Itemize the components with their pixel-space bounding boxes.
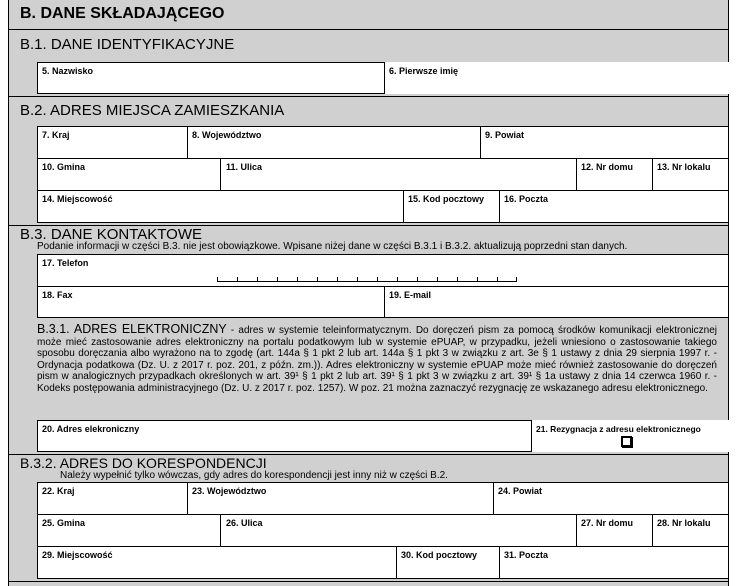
- f7-label: 7. Kraj: [42, 130, 70, 140]
- b32-col-line: [576, 514, 577, 546]
- f15-label: 15. Kod pocztowy: [408, 194, 485, 204]
- f16-label: 16. Poczta: [504, 194, 549, 204]
- f30-label: 30. Kod pocztowy: [401, 550, 478, 560]
- comb-tick: [497, 277, 498, 281]
- surname-input[interactable]: [38, 63, 384, 93]
- f29-label: 29. Miejscowość: [42, 550, 113, 560]
- comb-tick: [516, 277, 517, 281]
- comb-tick: [397, 277, 398, 281]
- b3-row-line: [37, 286, 729, 287]
- comb-tick: [257, 277, 258, 281]
- f12-label: 12. Nr domu: [581, 162, 634, 172]
- b2-row-line: [37, 190, 729, 191]
- section-b1-title: B.1. DANE IDENTYFIKACYJNE: [20, 36, 235, 53]
- b32-col-line: [187, 482, 188, 514]
- f19-label: 19. E-mail: [389, 290, 432, 300]
- f6-label: 6. Pierwsze imię: [389, 66, 459, 76]
- divider: [8, 29, 729, 30]
- b2-col-line: [187, 126, 188, 158]
- b2-col-line: [652, 158, 653, 190]
- b32-grid: [37, 482, 729, 579]
- b31-text: - adres w systemie teleinformatycznym. Do doręczeń pism za pomocą środków komunikacji elektronicznej może mieć zastosowanie adres elektroniczny na portalu podatkowym lub w systemie ePUAP, w przypadku, jeżeli wniesiono o zastosowanie takiego sposobu doręczania albo wyrażono na to zgodę (art. 144a § 1 pkt 2 lub art. 144a § 1 pkt 3 w związku z art. 3e § 1 ustawy z dnia 29 sierpnia 1997 r. - Ordynacja podatkowa (Dz. U. z 2017 r. poz. 201, z późn. zm.)). Adres elektroniczny w systemie ePUAP może mieć również zastosowanie do doręczeń pism w analogicznych przypadkach określonych w art. 39¹ § 1 pkt 2 lub art. 39¹ § 1 pkt 3 w związku z art. 39¹ § 1a ustawy z dnia 14 czerwca 1960 r. - Kodeks postępowania administracyjnego (Dz. U. z 2017 r. poz. 1257). W poz. 21 można zaznaczyć rezygnację ze wskazanego adresu elektronicznego.: [37, 325, 717, 394]
- comb-tick: [297, 277, 298, 281]
- b32-row-line: [37, 514, 729, 515]
- f14-label: 14. Miejscowość: [42, 194, 113, 204]
- f11-label: 11. Ulica: [226, 162, 263, 172]
- b2-col-line: [480, 126, 481, 158]
- f22-label: 22. Kraj: [42, 486, 75, 496]
- comb-tick: [357, 277, 358, 281]
- bottom-border: [8, 581, 729, 582]
- comb-tick: [417, 277, 418, 281]
- f17-label: 17. Telefon: [42, 258, 89, 268]
- b32-col-line: [220, 514, 221, 546]
- b32-col-line: [396, 546, 397, 579]
- b2-col-line: [403, 190, 404, 223]
- left-border: [8, 0, 9, 586]
- b32-col-line: [493, 482, 494, 514]
- f27-label: 27. Nr domu: [581, 518, 634, 528]
- b2-col-line: [499, 190, 500, 223]
- f8-label: 8. Województwo: [192, 130, 262, 140]
- comb-tick: [237, 277, 238, 281]
- b32-row-line: [37, 546, 729, 547]
- comb-tick: [477, 277, 478, 281]
- comb-tick: [457, 277, 458, 281]
- b2-col-line: [220, 158, 221, 190]
- f18-label: 18. Fax: [42, 290, 73, 300]
- b31-description: [37, 324, 717, 395]
- section-b3-title: B.3. DANE KONTAKTOWE: [20, 226, 202, 243]
- b32-note: Należy wypełnić tylko wówczas, gdy adres do korespondencji jest inny niż w części B.2.: [60, 470, 448, 481]
- b32-col-line: [652, 514, 653, 546]
- b3-col-line: [384, 286, 385, 318]
- f23-label: 23. Województwo: [192, 486, 267, 496]
- section-b-title: B. DANE SKŁADAJĄCEGO: [20, 5, 225, 22]
- comb-tick: [217, 277, 218, 281]
- section-b31-title: B.3.1. ADRES ELEKTRONICZNY: [37, 322, 227, 336]
- f24-label: 24. Powiat: [498, 486, 543, 496]
- f31-label: 31. Poczta: [504, 550, 549, 560]
- f25-label: 25. Gmina: [42, 518, 86, 528]
- phone-comb-baseline: [217, 281, 517, 282]
- resignation-checkbox[interactable]: [621, 436, 632, 447]
- f9-label: 9. Powiat: [485, 130, 525, 140]
- f13-label: 13. Nr lokalu: [657, 162, 711, 172]
- f28-label: 28. Nr lokalu: [657, 518, 711, 528]
- b2-grid: [37, 126, 729, 223]
- comb-tick: [377, 277, 378, 281]
- b3-note: Podanie informacji w części B.3. nie jest obowiązkowe. Wpisane niżej dane w części B.3.1 i B.3.2. aktualizują poprzedni stan danych.: [37, 241, 628, 252]
- f21-label: 21. Rezygnacja z adresu elektronicznego: [536, 424, 701, 434]
- f26-label: 26. Ulica: [226, 518, 263, 528]
- f5-label: 5. Nazwisko: [42, 66, 94, 76]
- b2-row-line: [37, 158, 729, 159]
- divider: [8, 96, 729, 97]
- comb-tick: [277, 277, 278, 281]
- comb-tick: [317, 277, 318, 281]
- comb-tick: [437, 277, 438, 281]
- b2-col-line: [576, 158, 577, 190]
- f10-label: 10. Gmina: [42, 162, 86, 172]
- section-b32-title: B.3.2. ADRES DO KORESPONDENCJI: [20, 455, 267, 471]
- comb-tick: [337, 277, 338, 281]
- f20-label: 20. Adres elekroniczny: [42, 424, 140, 434]
- b32-col-line: [499, 546, 500, 579]
- section-b2-title: B.2. ADRES MIEJSCA ZAMIESZKANIA: [20, 102, 285, 119]
